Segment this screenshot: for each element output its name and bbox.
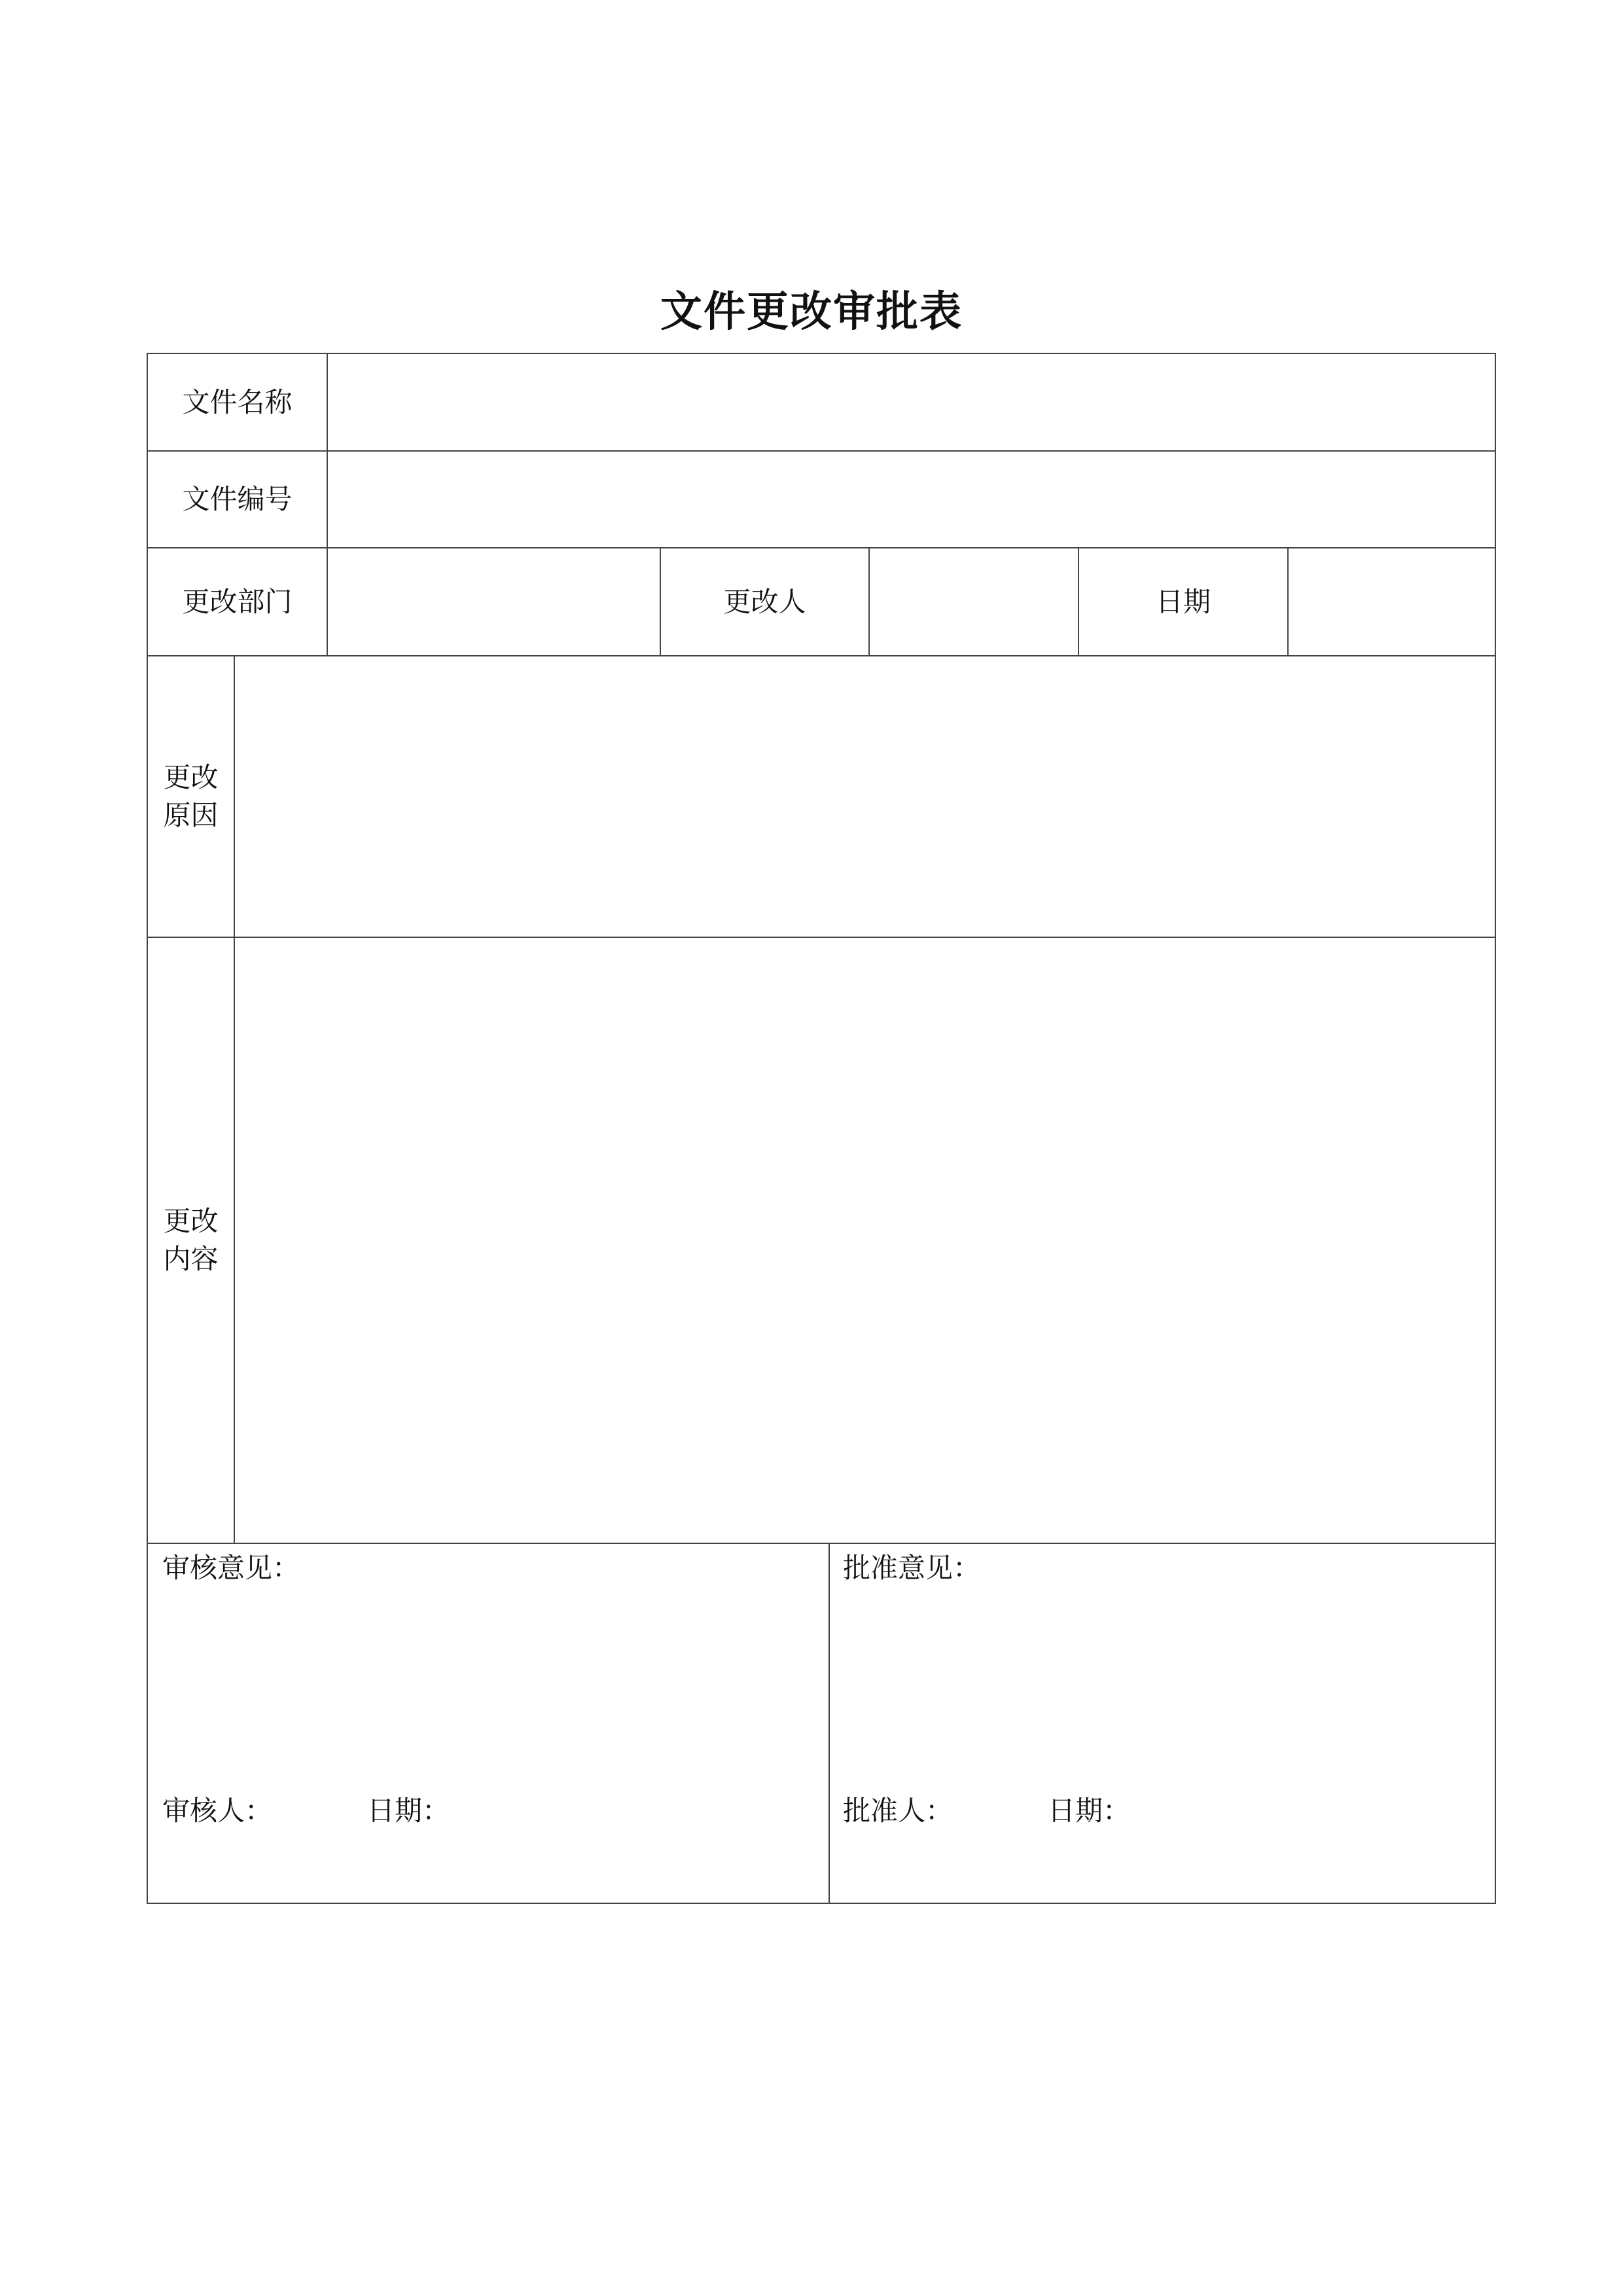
review-opinion-label: 审核意见： [162, 1552, 300, 1584]
approval-form [147, 353, 1496, 1904]
approval-opinion-field[interactable] [830, 1544, 1495, 1903]
approver-label: 批准人： [843, 1795, 954, 1827]
review-opinion-field[interactable] [148, 1544, 829, 1903]
file-name-field[interactable] [328, 354, 1495, 450]
change-reason-field[interactable] [235, 656, 1495, 937]
file-name-label: 文件名称 [182, 386, 293, 418]
changer-field[interactable] [870, 548, 1078, 655]
changer-label: 更改人 [723, 585, 806, 618]
date-field[interactable] [1289, 548, 1495, 655]
date-label: 日期 [1155, 585, 1211, 618]
approval-opinion-label: 批准意见： [843, 1552, 981, 1584]
approval-date-label: 日期： [1048, 1795, 1131, 1827]
change-dept-field[interactable] [328, 548, 660, 655]
change-reason-text: 更改原因 [163, 761, 219, 831]
change-content-field[interactable] [235, 938, 1495, 1543]
change-reason-label [148, 656, 234, 937]
change-content-text: 更改内容 [163, 1205, 219, 1275]
file-number-label: 文件编号 [182, 483, 293, 515]
change-dept-label: 更改部门 [182, 585, 293, 618]
change-content-label [148, 938, 234, 1543]
reviewer-label: 审核人： [162, 1795, 273, 1827]
review-date-label: 日期： [367, 1795, 450, 1827]
page-title: 文件更改审批表 [660, 288, 963, 336]
file-number-field[interactable] [328, 452, 1495, 547]
